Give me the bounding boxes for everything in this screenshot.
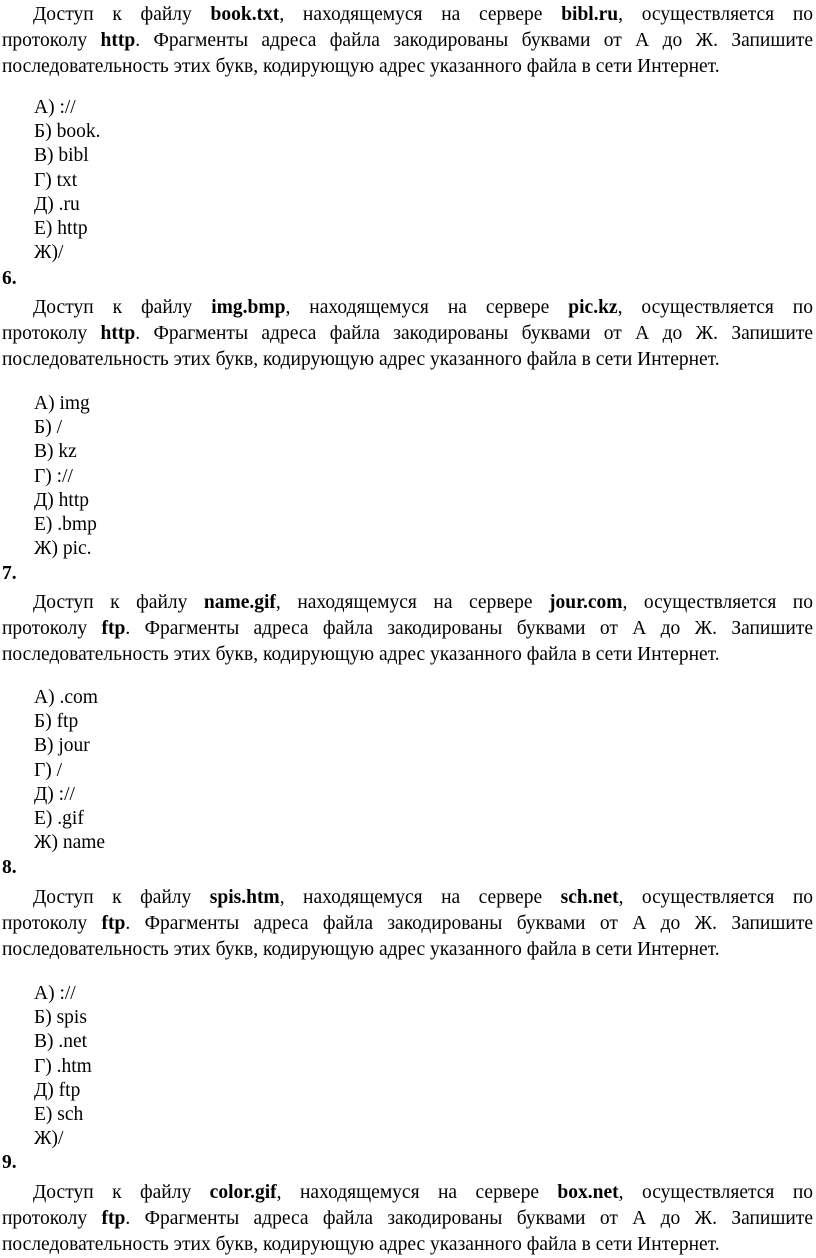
located-text: , находящемуся на сервере (275, 592, 549, 613)
answer-option: Ж) name (34, 832, 106, 853)
answer-option: Е) .bmp (34, 514, 97, 535)
server-name: jour.com (549, 592, 623, 613)
statement-tail: . Фрагменты адреса файла закодированы буквами от А до Ж. Запишите (135, 30, 813, 51)
statement-tail: . Фрагменты адреса файла закодированы буквами от А до Ж. Запишите (125, 1208, 813, 1229)
located-text: , находящемуся на сервере (285, 297, 569, 318)
protocol-word: протоколу (2, 618, 102, 639)
protocol-name: http (100, 30, 136, 51)
access-prefix: Доступ к файлу (33, 887, 210, 908)
located-text: , находящемуся на сервере (279, 4, 562, 25)
answer-option: Е) http (34, 218, 88, 239)
access-prefix: Доступ к файлу (33, 592, 204, 613)
answer-option: Г) / (34, 760, 63, 781)
statement-line (33, 1180, 813, 1206)
answer-option: Е) sch (34, 1104, 84, 1125)
statement-tail: . Фрагменты адреса файла закодированы буквами от А до Ж. Запишите (125, 913, 813, 934)
file-name: img.bmp (211, 297, 286, 318)
answer-option: В) bibl (34, 145, 89, 166)
file-name: color.gif (209, 1182, 277, 1203)
answer-option: А) :// (34, 97, 76, 118)
answer-option: Г) :// (34, 466, 73, 487)
statement-line (2, 54, 720, 80)
statement-line (2, 616, 813, 642)
task-number: 8. (2, 857, 17, 878)
statement-line (2, 321, 813, 347)
carried-text: , осуществляется по (617, 297, 813, 318)
protocol-name: ftp (101, 1208, 126, 1229)
answer-option: Д) .ru (34, 194, 80, 215)
statement-line (2, 347, 720, 373)
answer-option: Г) txt (34, 170, 78, 191)
statement-line (2, 1232, 720, 1258)
protocol-name: ftp (101, 618, 126, 639)
protocol-word: протоколу (2, 30, 101, 51)
answer-option: В) .net (34, 1031, 88, 1052)
answer-option: В) jour (34, 735, 90, 756)
carried-text: , осуществляется по (618, 1182, 813, 1203)
statement-line (33, 885, 813, 911)
file-name: book.txt (210, 4, 280, 25)
statement-line (2, 937, 720, 963)
statement-line (33, 590, 813, 616)
statement-end: последовательность этих букв, кодирующую адрес указанного файла в сети Интернет. (2, 1234, 720, 1255)
task-number: 6. (2, 268, 17, 289)
answer-option: Е) .gif (34, 808, 84, 829)
answer-option: Д) http (34, 490, 90, 511)
server-name: bibl.ru (561, 4, 619, 25)
protocol-name: http (100, 323, 136, 344)
statement-end: последовательность этих букв, кодирующую адрес указанного файла в сети Интернет. (2, 939, 720, 960)
answer-option: Б) book. (34, 121, 101, 142)
statement-end: последовательность этих букв, кодирующую адрес указанного файла в сети Интернет. (2, 644, 720, 665)
answer-option: Г) .htm (34, 1056, 92, 1077)
statement-line (33, 295, 813, 321)
answer-option: Д) :// (34, 784, 75, 805)
protocol-word: протоколу (2, 1208, 102, 1229)
answer-option: А) .com (34, 687, 98, 708)
statement-end: последовательность этих букв, кодирующую адрес указанного файла в сети Интернет. (2, 349, 720, 370)
answer-option: А) img (34, 393, 90, 414)
carried-text: , осуществляется по (618, 887, 814, 908)
task-number: 7. (2, 563, 17, 584)
answer-option: Ж)/ (34, 242, 64, 263)
server-name: box.net (557, 1182, 619, 1203)
access-prefix: Доступ к файлу (33, 4, 211, 25)
statement-line (33, 2, 813, 28)
statement-line (2, 1206, 813, 1232)
located-text: , находящемуся на сервере (276, 1182, 558, 1203)
protocol-word: протоколу (2, 323, 101, 344)
answer-option: Ж) pic. (34, 538, 92, 559)
file-name: spis.htm (209, 887, 280, 908)
answer-option: Б) ftp (34, 711, 79, 732)
answer-option: Б) spis (34, 1007, 87, 1028)
server-name: sch.net (560, 887, 619, 908)
statement-tail: . Фрагменты адреса файла закодированы буквами от А до Ж. Запишите (125, 618, 813, 639)
access-prefix: Доступ к файлу (33, 1182, 210, 1203)
file-name: name.gif (203, 592, 276, 613)
task-number: 9. (2, 1152, 17, 1173)
statement-end: последовательность этих букв, кодирующую адрес указанного файла в сети Интернет. (2, 56, 720, 77)
answer-option: Б) / (34, 417, 62, 438)
statement-line (2, 642, 720, 668)
protocol-word: протоколу (2, 913, 102, 934)
statement-tail: . Фрагменты адреса файла закодированы буквами от А до Ж. Запишите (135, 323, 813, 344)
statement-line (2, 28, 813, 54)
located-text: , находящемуся на сервере (279, 887, 561, 908)
access-prefix: Доступ к файлу (33, 297, 212, 318)
answer-option: В) kz (34, 441, 77, 462)
answer-option: Д) ftp (34, 1080, 81, 1101)
carried-text: , осуществляется по (618, 4, 814, 25)
carried-text: , осуществляется по (622, 592, 813, 613)
answer-option: А) :// (34, 983, 76, 1004)
answer-option: Ж)/ (34, 1128, 64, 1149)
server-name: pic.kz (568, 297, 618, 318)
statement-line (2, 911, 813, 937)
protocol-name: ftp (101, 913, 126, 934)
